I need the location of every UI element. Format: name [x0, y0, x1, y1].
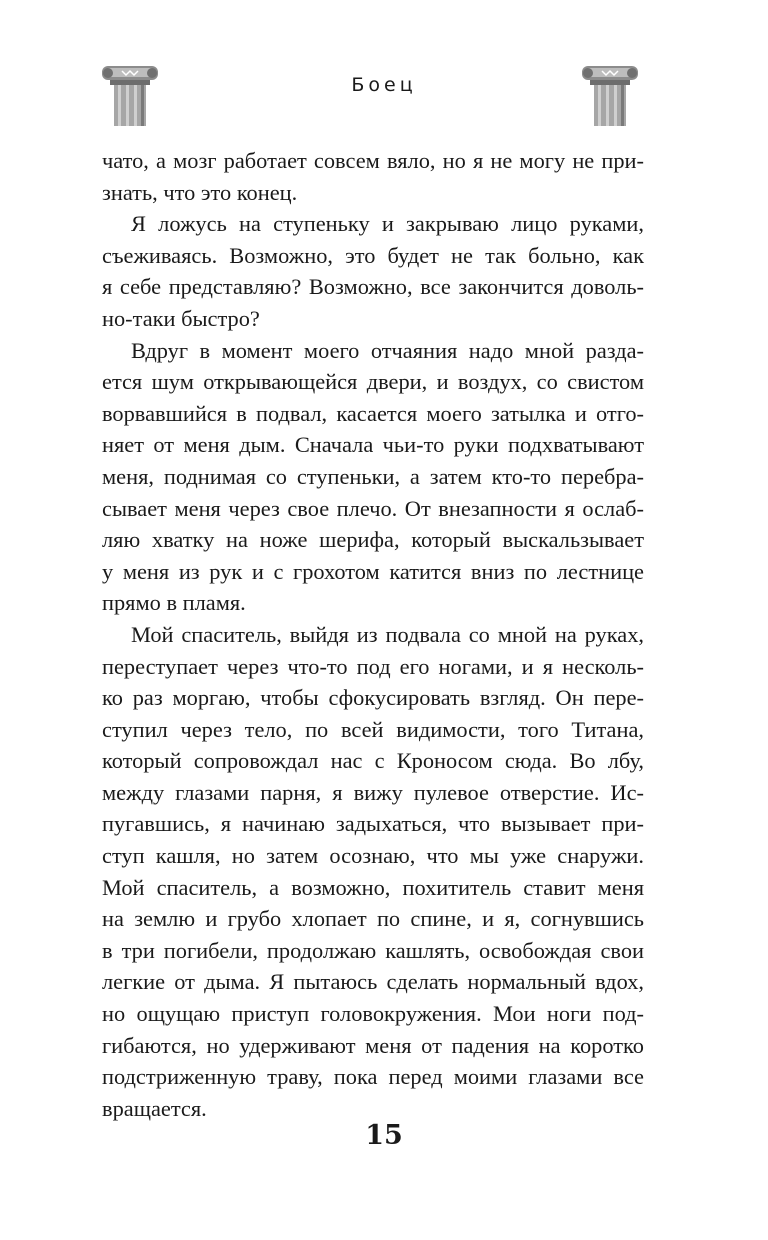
- text-line: чато, а мозг работает совсем вяло, но я не могу не при-: [102, 148, 644, 173]
- text-line: у меня из рук и с грохотом катится вниз по лестнице: [102, 558, 644, 584]
- text-line: Мой спаситель, а возможно, похититель ставит меня: [102, 874, 644, 900]
- text-line: я себе представляю? Возможно, все закончится доволь-: [102, 274, 644, 300]
- paragraph: [102, 619, 644, 1125]
- body-text: [102, 145, 644, 1124]
- ionic-column-icon: [580, 62, 640, 128]
- text-line: переступает через что-то под его ногами, и я несколь-: [102, 653, 644, 679]
- text-line: который сопровождал нас с Кроносом сюда. Во лбу,: [102, 748, 644, 774]
- text-line: Мой спаситель, выйдя из подвала со мной на руках,: [131, 621, 644, 647]
- text-line: на землю и грубо хлопает по спине, и я, согнувшись: [102, 906, 644, 932]
- text-line: няет от меня дым. Сначала чьи-то руки подхватывают: [102, 432, 644, 458]
- text-line: Вдруг в момент моего отчаяния надо мной разда-: [131, 337, 644, 363]
- text-line: ступил через тело, по всей видимости, того Титана,: [102, 716, 644, 742]
- text-line: съеживаясь. Возможно, это будет не так больно, как: [102, 242, 644, 268]
- text-line: ворвавшийся в подвал, касается моего затылка и отго-: [102, 400, 644, 426]
- text-line: ко раз моргаю, чтобы сфокусировать взгляд. Он пере-: [102, 685, 644, 711]
- text-line: ляю хватку на ноже шерифа, который выскальзывает: [102, 527, 644, 553]
- text-line: подстриженную траву, пока перед моими глазами все: [102, 1064, 644, 1090]
- text-line: но-таки быстро?: [102, 305, 260, 331]
- paragraph: [102, 208, 644, 334]
- text-line: но ощущаю приступ головокружения. Мои ноги под-: [102, 1001, 644, 1027]
- text-line: ступ кашля, но затем осознаю, что мы уже снаружи.: [102, 843, 644, 869]
- text-line: сывает меня через свое плечо. От внезапности я ослаб-: [102, 495, 644, 521]
- text-line: Я ложусь на ступеньку и закрываю лицо руками,: [131, 211, 644, 237]
- page-number: 15: [365, 1120, 403, 1151]
- text-line: в три погибели, продолжаю кашлять, освобождая свои: [102, 937, 644, 963]
- text-line: между глазами парня, я вижу пулевое отверстие. Ис-: [102, 779, 644, 805]
- text-line: ется шум открывающейся двери, и воздух, со свистом: [102, 369, 644, 395]
- text-line: прямо в пламя.: [102, 590, 246, 616]
- text-line: пугавшись, я начинаю задыхаться, что вызывает при-: [102, 811, 644, 837]
- text-line: легкие от дыма. Я пытаюсь сделать нормальный вдох,: [102, 969, 644, 995]
- paragraph: [102, 145, 644, 208]
- paragraph: [102, 335, 644, 619]
- text-line: меня, поднимая со ступеньки, а затем кто-то перебра-: [102, 463, 644, 489]
- running-title: Боец: [351, 74, 417, 96]
- text-line: гибаются, но удерживают меня от падения на коротко: [102, 1032, 644, 1058]
- text-line: вращается.: [102, 1095, 207, 1121]
- text-line: знать, что это конец.: [102, 179, 298, 205]
